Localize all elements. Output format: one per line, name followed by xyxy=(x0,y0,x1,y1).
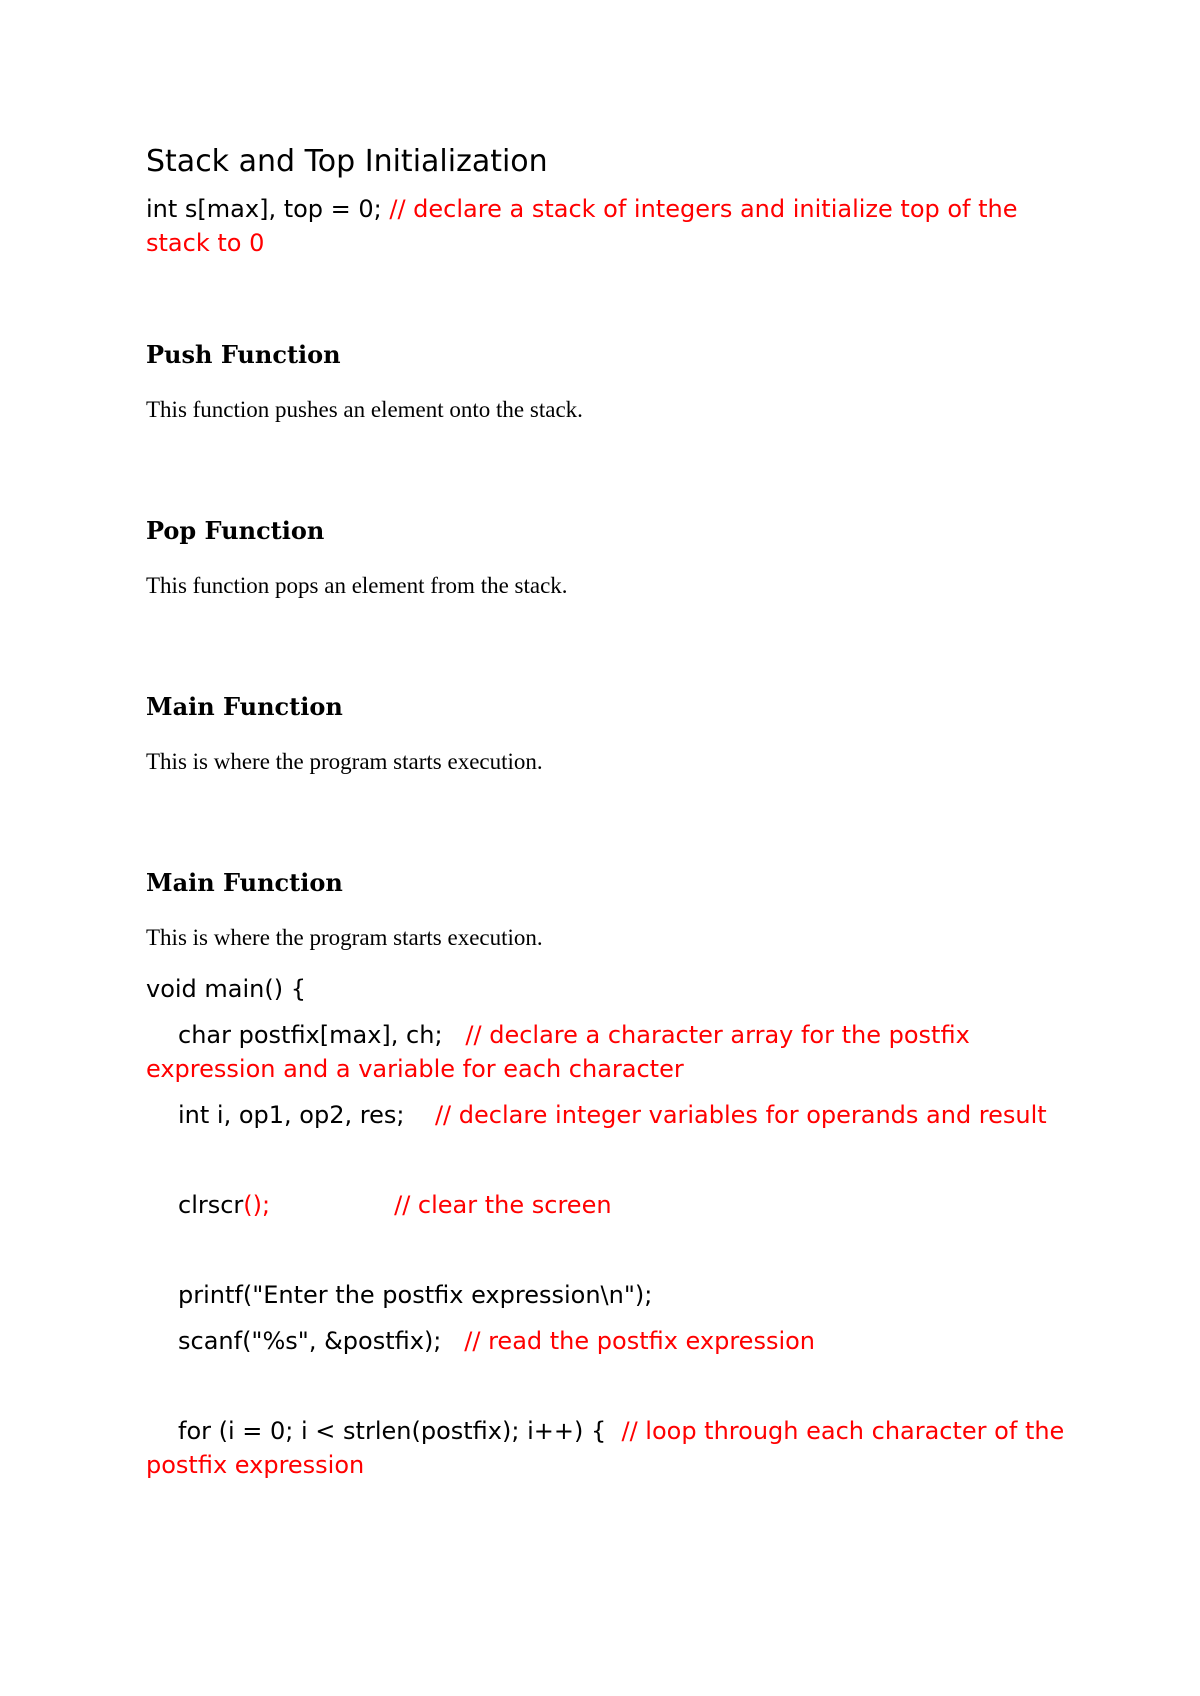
char-declaration-line xyxy=(146,1018,1066,1086)
document-content xyxy=(146,140,1072,1482)
int-declaration-line xyxy=(146,1098,1066,1132)
stack-declaration-comment: // declare a stack of integers and initialize top of the stack to 0 xyxy=(146,195,1026,257)
int-declaration-comment: // declare integer variables for operands and result xyxy=(434,1101,1047,1129)
main-function-description: This is where the program starts execution. xyxy=(146,749,543,774)
printf-code: printf("Enter the postfix expression\n"); xyxy=(178,1281,653,1309)
pop-function-description: This function pops an element from the stack. xyxy=(146,573,568,598)
main-function-description-repeat: This is where the program starts execution. xyxy=(146,925,543,950)
pop-function-title: Pop Function xyxy=(146,516,325,545)
clrscr-parens: (); xyxy=(243,1191,271,1219)
scanf-code: scanf("%s", &postfix); xyxy=(178,1327,465,1355)
for-loop-comment: // loop through each character of the postfix expression xyxy=(146,1417,1072,1479)
clrscr-code: clrscr xyxy=(178,1191,244,1219)
push-function-description: This function pushes an element onto the stack. xyxy=(146,397,583,422)
stack-section-title: Stack and Top Initialization xyxy=(146,144,548,179)
printf-line xyxy=(146,1278,1066,1312)
stack-declaration-line xyxy=(146,192,1066,260)
char-declaration-comment: // declare a character array for the postfix expression and a variable for each character xyxy=(146,1021,978,1083)
for-loop-line xyxy=(146,1414,1072,1482)
scanf-line xyxy=(146,1324,1066,1358)
push-function-title: Push Function xyxy=(146,340,341,369)
clrscr-comment: // clear the screen xyxy=(394,1191,612,1219)
for-loop-code: for (i = 0; i < strlen(postfix); i++) { xyxy=(178,1417,622,1445)
clrscr-line xyxy=(146,1188,1066,1222)
main-function-title-repeat: Main Function xyxy=(146,868,343,897)
void-main-line: void main() { xyxy=(146,975,307,1003)
main-function-title: Main Function xyxy=(146,692,343,721)
stack-declaration-code: int s[max], top = 0; xyxy=(146,195,390,223)
int-declaration-code: int i, op1, op2, res; xyxy=(178,1101,435,1129)
char-declaration-code: char postfix[max], ch; xyxy=(178,1021,466,1049)
scanf-comment: // read the postfix expression xyxy=(464,1327,816,1355)
